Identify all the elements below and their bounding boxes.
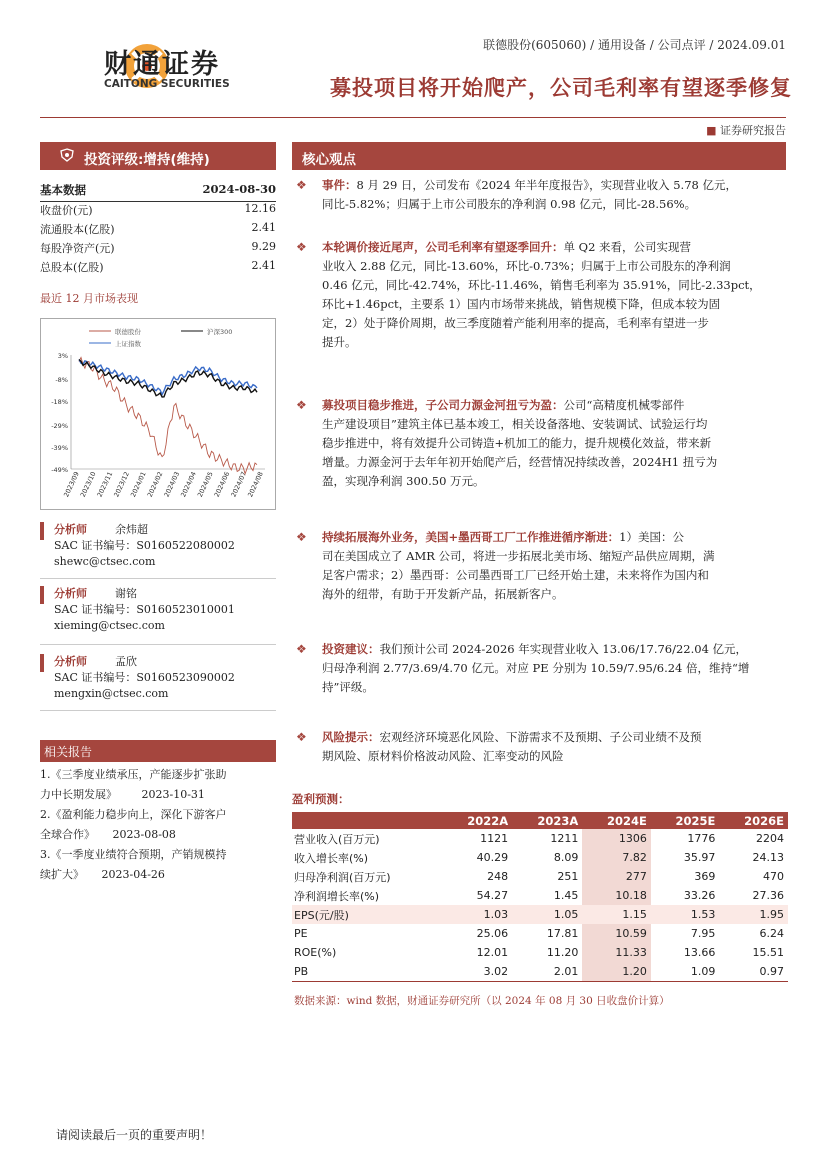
forecast-row-label: 营业收入(百万元) — [294, 832, 380, 846]
forecast-row — [292, 867, 788, 886]
forecast-cell: 1.15 — [582, 905, 651, 924]
point-line: 0.46 亿元，同比-42.74%，环比-11.46%，销售毛利率为 35.91%，同比-2.33pct， — [322, 278, 761, 292]
divider — [40, 644, 276, 645]
point-title: 本轮调价接近尾声，公司毛利率有望逐季回升： — [322, 240, 564, 254]
core-view-bar: 核心观点 — [292, 142, 786, 170]
point-margin — [296, 238, 788, 352]
related-report-line: 续扩大》 — [40, 868, 84, 881]
point-title: 事件： — [322, 178, 357, 192]
forecast-cell: 6.24 — [759, 927, 784, 940]
legend-label: 上证指数 — [115, 340, 141, 348]
point-risk — [296, 728, 788, 766]
header-divider — [40, 117, 786, 118]
basic-value: 2.41 — [251, 259, 276, 272]
analyst-email[interactable]: xieming@ctsec.com — [54, 619, 165, 632]
forecast-cell: 7.82 — [582, 848, 651, 867]
basic-value: 12.16 — [244, 202, 276, 215]
forecast-cell: 1.45 — [553, 889, 579, 902]
related-report-date: 2023-04-26 — [101, 868, 165, 881]
y-tick-label: -39% — [51, 444, 68, 453]
forecast-cell: 11.33 — [582, 943, 651, 962]
basic-key: 总股本(亿股) — [40, 261, 104, 274]
point-title: 募投项目稳步推进，子公司力源金河扭亏为盈： — [322, 398, 564, 412]
x-tick-label: 2024/08 — [246, 470, 265, 499]
point-title: 投资建议： — [322, 642, 380, 656]
point-line: 稳步推进中，将有效提升公司铸造+机加工的能力，提升规模化效益，带来新 — [322, 436, 712, 450]
report-type — [706, 122, 786, 138]
diamond-bullet-icon: ❖ — [296, 240, 307, 254]
diamond-bullet-icon: ❖ — [296, 178, 307, 192]
point-overseas — [296, 528, 788, 604]
basic-data-date: 2024-08-30 — [202, 182, 276, 196]
report-title: 募投项目将开始爬产，公司毛利率有望逐季修复 — [330, 75, 792, 100]
x-tick-label: 2024/01 — [129, 470, 148, 499]
forecast-row-label: PB — [292, 962, 442, 981]
forecast-row — [292, 905, 788, 924]
forecast-cell: 1306 — [582, 829, 651, 848]
logo-en-text: CAITONG SECURITIES — [104, 78, 230, 90]
divider — [40, 710, 276, 711]
forecast-cell: 25.06 — [476, 927, 509, 940]
forecast-cell: 12.01 — [476, 946, 509, 959]
divider — [40, 578, 276, 579]
forecast-row-label: 净利润增长率(%) — [294, 889, 380, 903]
related-report-line: 力中长期发展》 — [40, 788, 117, 801]
related-report-line: 3.《一季度业绩符合预期，产销规模持 — [40, 848, 227, 861]
forecast-cell: 1121 — [480, 832, 509, 845]
related-report-line: 2.《盈利能力稳步向上，深化下游客户 — [40, 808, 227, 821]
basic-data-header — [40, 182, 276, 202]
point-line: 持”评级。 — [322, 680, 374, 694]
related-report-item[interactable] — [40, 845, 276, 885]
forecast-col-header: 2024E — [582, 812, 651, 829]
analyst-1 — [54, 522, 235, 570]
series-line-1 — [79, 360, 257, 398]
legend-label: 沪深300 — [207, 328, 233, 336]
forecast-cell: 10.59 — [582, 924, 651, 943]
forecast-label: 盈利预测： — [292, 792, 350, 806]
forecast-row — [292, 924, 788, 943]
x-tick-label: 2024/07 — [229, 470, 249, 499]
forecast-cell: 3.02 — [442, 962, 512, 981]
diamond-bullet-icon: ❖ — [296, 642, 307, 656]
forecast-cell: 54.27 — [476, 889, 509, 902]
basic-key: 流通股本(亿股) — [40, 223, 115, 236]
point-line: 生产建设项目”建筑主体已基本竣工，相关设备落地、安装调试、试验运行均 — [322, 417, 708, 431]
point-title: 持续拓展海外业务，美国+墨西哥工厂工作推进循序渐进： — [322, 530, 620, 544]
basic-value: 2.41 — [251, 221, 276, 234]
basic-row — [40, 259, 276, 278]
related-report-item[interactable] — [40, 805, 276, 845]
analyst-marker — [40, 654, 44, 672]
point-line: 同比-5.82%；归属于上市公司股东的净利润 0.98 亿元，同比-28.56%。 — [322, 197, 697, 211]
disclaimer-footer: 请阅读最后一页的重要声明！ — [56, 1128, 213, 1142]
forecast-cell: 2.01 — [512, 962, 582, 981]
diamond-bullet-icon: ❖ — [296, 530, 307, 544]
forecast-row-label: ROE(%) — [294, 946, 337, 959]
analyst-marker — [40, 522, 44, 540]
point-line: 增量。力源金河于去年年初开始爬产后，经营情况持续改善，2024H1 扭亏为 — [322, 455, 718, 469]
forecast-cell: 11.20 — [546, 946, 579, 959]
point-line: 环比+1.46pct，主要系 1）国内市场带来挑战，销售规模下降，但成本较为固 — [322, 297, 721, 311]
y-tick-label: 3% — [57, 352, 68, 360]
report-type-label: 证券研究报告 — [720, 124, 786, 137]
forecast-cell: 1776 — [687, 832, 716, 845]
analyst-sac: SAC 证书编号：S0160523090002 — [54, 671, 235, 684]
forecast-cell: 277 — [582, 867, 651, 886]
forecast-cell: 1.53 — [651, 905, 720, 924]
header-meta: 联德股份(605060) / 通用设备 / 公司点评 / 2024.09.01 — [483, 38, 786, 52]
forecast-cell: 0.97 — [719, 962, 788, 981]
point-project — [296, 396, 788, 491]
point-line: 宏观经济环境恶化风险、下游需求不及预期、子公司业绩不及预 — [379, 730, 702, 744]
analyst-3 — [54, 654, 235, 702]
x-tick-label: 2023/10 — [78, 470, 98, 499]
analyst-marker — [40, 586, 44, 604]
point-line: 海外的纽带，有助于开发新产品，拓展新客户。 — [322, 587, 564, 601]
forecast-cell: 1.05 — [512, 905, 582, 924]
analyst-email[interactable]: mengxin@ctsec.com — [54, 687, 169, 700]
forecast-cell: 27.36 — [752, 889, 784, 902]
forecast-cell: 8.09 — [553, 851, 579, 864]
basic-data-title: 基本数据 — [40, 183, 86, 197]
diamond-bullet-icon: ❖ — [296, 730, 307, 744]
forecast-cell: 470 — [763, 870, 784, 883]
analyst-email[interactable]: shewc@ctsec.com — [54, 555, 156, 568]
analyst-sac: SAC 证书编号：S0160522080002 — [54, 539, 235, 552]
x-tick-label: 2024/05 — [195, 470, 215, 499]
forecast-col-header: 2025E — [651, 812, 720, 829]
forecast-cell: 33.26 — [683, 889, 716, 902]
point-line: 归母净利润 2.77/3.69/4.70 亿元。对应 PE 分别为 10.59/7.95/6.24 倍，维持“增 — [322, 661, 750, 675]
forecast-cell: 2204 — [756, 832, 784, 845]
y-tick-label: -49% — [51, 466, 68, 474]
analyst-role: 分析师 — [54, 587, 87, 600]
related-reports-bar — [40, 740, 276, 762]
point-line: 期风险、原材料价格波动风险、汇率变动的风险 — [322, 749, 564, 763]
x-tick-label: 2023/09 — [62, 470, 81, 499]
square-bullet-icon: ■ — [706, 124, 717, 137]
related-reports-label: 相关报告 — [44, 745, 93, 759]
forecast-cell: 13.66 — [683, 946, 716, 959]
y-tick-label: -8% — [55, 376, 68, 385]
analyst-role: 分析师 — [54, 523, 87, 536]
basic-row — [40, 202, 276, 221]
basic-data-table — [40, 182, 276, 278]
forecast-row-label: EPS(元/股) — [292, 905, 442, 924]
y-tick-label: -18% — [51, 398, 68, 407]
point-suggestion — [296, 640, 788, 697]
forecast-cell: 17.81 — [546, 927, 579, 940]
analyst-2 — [54, 586, 235, 634]
x-tick-label: 2024/02 — [145, 470, 165, 499]
forecast-cell: 35.97 — [683, 851, 716, 864]
forecast-cell: 1.20 — [582, 962, 651, 981]
forecast-col-header: 2023A — [512, 812, 582, 829]
forecast-row-label: PE — [294, 927, 308, 940]
forecast-cell: 10.18 — [582, 886, 651, 905]
forecast-cell: 248 — [487, 870, 509, 883]
basic-key: 每股净资产(元) — [40, 242, 115, 255]
data-source: 数据来源：wind 数据，财通证券研究所（以 2024 年 08 月 30 日收盘价计算） — [294, 995, 670, 1007]
point-line: 1）美国：公 — [619, 530, 684, 544]
forecast-row — [292, 886, 788, 905]
basic-row — [40, 221, 276, 240]
basic-value: 9.29 — [251, 240, 276, 253]
forecast-row — [292, 848, 788, 867]
related-reports-list — [40, 765, 276, 885]
forecast-cell: 24.13 — [752, 851, 784, 864]
analyst-role: 分析师 — [54, 655, 87, 668]
x-tick-label: 2024/04 — [179, 470, 198, 499]
analyst-name: 孟欣 — [114, 655, 137, 668]
basic-key: 收盘价(元) — [40, 204, 93, 217]
point-line: 定，2）处于降价周期，故三季度随着产能利用率的提高，毛利率有望进一步 — [322, 316, 709, 330]
forecast-col-header — [292, 812, 442, 829]
forecast-cell: 1.95 — [719, 905, 788, 924]
forecast-cell: 369 — [694, 870, 716, 883]
related-report-item[interactable] — [40, 765, 276, 805]
point-line: 业收入 2.88 亿元，同比-13.60%，环比-0.73%；归属于上市公司股东的净利润 — [322, 259, 731, 273]
legend-label: 联德股份 — [115, 328, 141, 336]
x-tick-label: 2023/11 — [95, 470, 115, 499]
x-tick-label: 2024/03 — [162, 470, 182, 499]
diamond-bullet-icon: ❖ — [296, 398, 307, 412]
forecast-row-label: 归母净利润(百万元) — [294, 870, 391, 884]
point-line: 单 Q2 来看，公司实现营 — [563, 240, 692, 254]
forecast-row — [292, 962, 788, 981]
related-report-date: 2023-10-31 — [141, 788, 205, 801]
point-event — [296, 176, 788, 214]
forecast-cell: 15.51 — [752, 946, 784, 959]
price-chart-svg — [41, 319, 275, 509]
point-title: 风险提示： — [322, 730, 380, 744]
point-line: 提升。 — [322, 335, 357, 349]
point-line: 公司“高精度机械零部件 — [563, 398, 685, 412]
forecast-col-header: 2022A — [442, 812, 512, 829]
market-performance-label: 最近 12 月市场表现 — [40, 292, 138, 305]
x-tick-label: 2024/06 — [212, 470, 232, 499]
forecast-col-header: 2026E — [719, 812, 788, 829]
forecast-row-label: 收入增长率(%) — [294, 851, 369, 865]
related-report-date: 2023-08-08 — [112, 828, 176, 841]
point-line: 盈，实现净利润 300.50 万元。 — [322, 474, 485, 488]
related-report-line: 1.《三季度业绩承压，产能逐步扩张助 — [40, 768, 227, 781]
forecast-table — [292, 812, 788, 982]
rating-bar: 投资评级:增持(维持) — [40, 142, 276, 170]
basic-row — [40, 240, 276, 259]
forecast-cell: 40.29 — [476, 851, 509, 864]
related-report-line: 全球合作》 — [40, 828, 95, 841]
forecast-cell: 251 — [557, 870, 579, 883]
price-chart — [40, 318, 276, 510]
y-tick-label: -29% — [51, 422, 68, 431]
point-line: 司在美国成立了 AMR 公司，将进一步拓展北美市场、缩短产品供应周期，满 — [322, 549, 715, 563]
shield-icon — [60, 148, 74, 162]
logo-cn-text: 财通证券 — [104, 49, 220, 80]
x-tick-label: 2023/12 — [112, 470, 131, 499]
forecast-cell: 1211 — [550, 832, 579, 845]
forecast-row — [292, 943, 788, 962]
forecast-cell: 1.03 — [442, 905, 512, 924]
forecast-cell: 1.09 — [651, 962, 720, 981]
point-line: 8 月 29 日，公司发布《2024 年半年度报告》，实现营业收入 5.78 亿元， — [356, 178, 738, 192]
point-line: 足客户需求；2）墨西哥：公司墨西哥工厂已经开始土建，未来将作为国内和 — [322, 568, 709, 582]
analyst-name: 余炜超 — [114, 523, 148, 536]
forecast-header-row — [292, 812, 788, 829]
analyst-sac: SAC 证书编号：S0160523010001 — [54, 603, 235, 616]
analyst-name: 谢铭 — [114, 587, 137, 600]
forecast-cell: 7.95 — [690, 927, 716, 940]
point-line: 我们预计公司 2024-2026 年实现营业收入 13.06/17.76/22.04 亿元， — [379, 642, 748, 656]
forecast-row — [292, 829, 788, 848]
